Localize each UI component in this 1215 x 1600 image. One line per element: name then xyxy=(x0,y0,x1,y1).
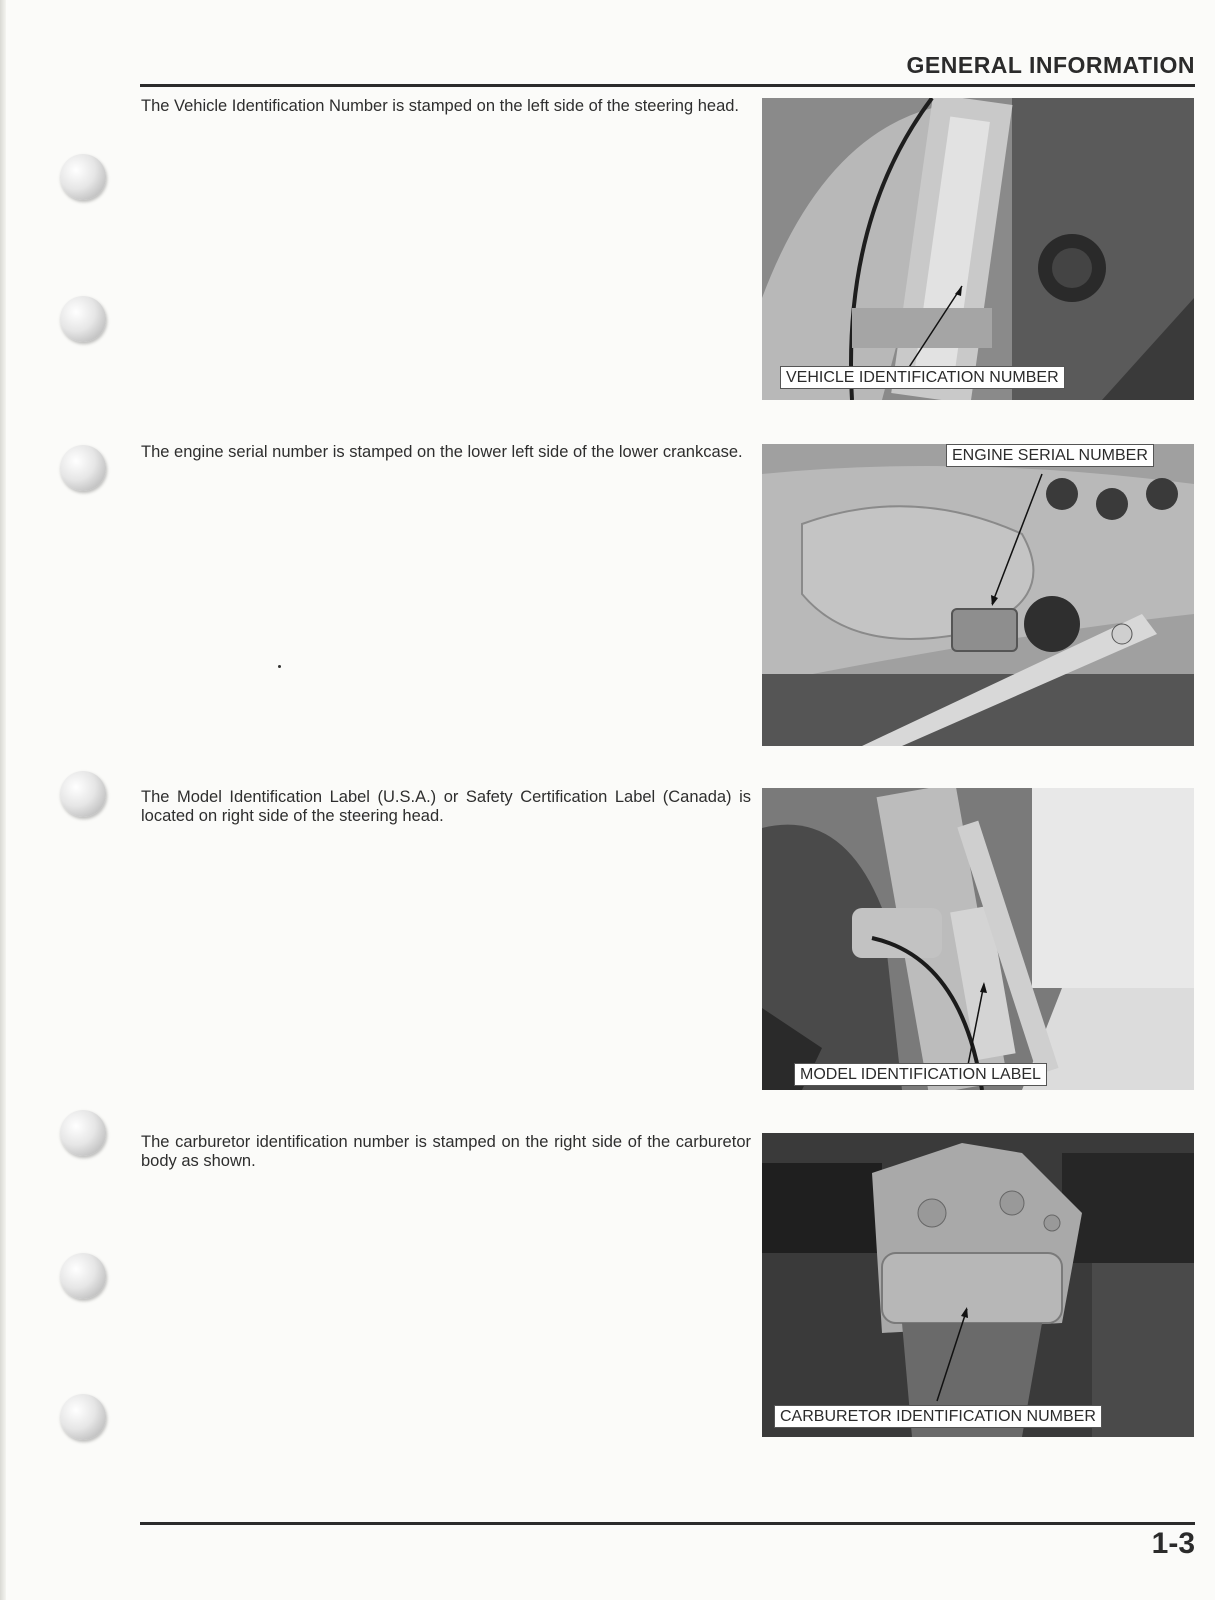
model-label-photo xyxy=(762,788,1194,1090)
page-number: 1-3 xyxy=(1151,1527,1195,1560)
vin-description: The Vehicle Identification Number is stamped on the left side of the steering head. xyxy=(141,97,740,115)
vin-callout: VEHICLE IDENTIFICATION NUMBER xyxy=(780,366,1065,389)
steering-head-left-image xyxy=(762,98,1194,400)
vin-photo xyxy=(762,98,1194,400)
engine-serial-photo xyxy=(762,444,1194,746)
binder-edge xyxy=(0,0,6,1600)
carburetor-callout: CARBURETOR IDENTIFICATION NUMBER xyxy=(774,1405,1102,1428)
stray-mark xyxy=(278,665,281,668)
binder-hole-icon xyxy=(60,154,106,200)
carburetor-description: The carburetor identification number is stamped on the right side of the carburetor body as shown. xyxy=(141,1133,751,1170)
model-label-description: The Model Identification Label (U.S.A.) or Safety Certification Label (Canada) is located on right side of the steering head. xyxy=(141,788,751,825)
header-rule xyxy=(140,84,1195,87)
binder-hole-icon xyxy=(60,1110,106,1156)
steering-head-right-image xyxy=(762,788,1194,1090)
carburetor-photo xyxy=(762,1133,1194,1437)
model-label-callout: MODEL IDENTIFICATION LABEL xyxy=(794,1063,1047,1086)
binder-hole-icon xyxy=(60,771,106,817)
binder-hole-icon xyxy=(60,445,106,491)
crankcase-left-image xyxy=(762,444,1194,746)
engine-serial-description: The engine serial number is stamped on the lower left side of the lower crankcase. xyxy=(141,443,743,461)
binder-hole-icon xyxy=(60,1394,106,1440)
carburetor-right-image xyxy=(762,1133,1194,1437)
binder-hole-icon xyxy=(60,296,106,342)
binder-hole-icon xyxy=(60,1253,106,1299)
section-title: GENERAL INFORMATION xyxy=(906,52,1195,78)
engine-serial-callout: ENGINE SERIAL NUMBER xyxy=(946,444,1154,467)
footer-rule xyxy=(140,1522,1195,1525)
